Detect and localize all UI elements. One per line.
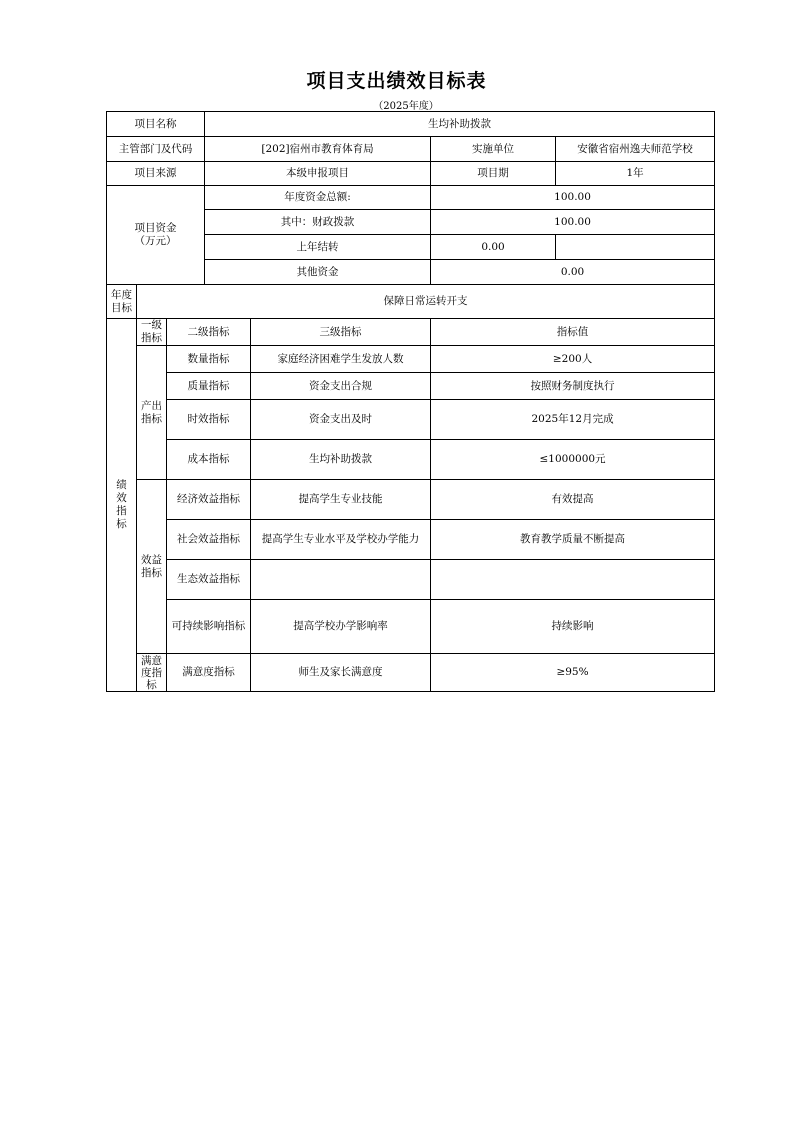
row-annual-goal xyxy=(107,285,715,319)
project-name-label: 项目名称 xyxy=(107,112,205,137)
funds-carryover-label: 上年结转 xyxy=(205,235,431,260)
funds-fiscal-label: 其中：财政拨款 xyxy=(205,210,431,235)
department-value: [202]宿州市教育体育局 xyxy=(205,137,431,162)
table-row xyxy=(107,600,715,654)
page-title: 项目支出绩效目标表 xyxy=(306,70,487,92)
funds-label: 项目资金 （万元） xyxy=(107,186,205,285)
table-row xyxy=(107,400,715,440)
row-source xyxy=(107,162,715,186)
funds-fiscal-value: 100.00 xyxy=(431,210,715,235)
funds-other-value: 0.00 xyxy=(431,260,715,285)
row-project-name xyxy=(107,112,715,137)
indicator-level2: 质量指标 xyxy=(167,373,251,400)
indicator-level2: 成本指标 xyxy=(167,440,251,480)
indicator-value: 2025年12月完成 xyxy=(431,400,715,440)
header-value: 指标值 xyxy=(431,319,715,346)
indicator-level3: 提高学生专业水平及学校办学能力 xyxy=(251,520,431,560)
indicator-level3: 提高学生专业技能 xyxy=(251,480,431,520)
indicator-level3 xyxy=(251,560,431,600)
project-name-value: 生均补助拨款 xyxy=(205,112,715,137)
indicator-level3: 师生及家长满意度 xyxy=(251,654,431,692)
table-row xyxy=(107,440,715,480)
output-indicators-label: 产出 指标 xyxy=(137,346,167,480)
performance-table xyxy=(106,111,715,692)
indicator-level3: 提高学校办学影响率 xyxy=(251,600,431,654)
funds-total-label: 年度资金总额: xyxy=(205,186,431,210)
header-level3: 三级指标 xyxy=(251,319,431,346)
indicator-level3: 资金支出及时 xyxy=(251,400,431,440)
row-indicator-headers xyxy=(107,319,715,346)
indicator-value: ≥95% xyxy=(431,654,715,692)
fiscal-year: （2025年度） xyxy=(373,101,439,112)
source-value: 本级申报项目 xyxy=(205,162,431,186)
table-row xyxy=(107,520,715,560)
table-row xyxy=(107,480,715,520)
table-row xyxy=(107,654,715,692)
indicator-value: 按照财务制度执行 xyxy=(431,373,715,400)
indicator-level2: 生态效益指标 xyxy=(167,560,251,600)
table-row xyxy=(107,373,715,400)
indicator-value: ≥200人 xyxy=(431,346,715,373)
indicator-value xyxy=(431,560,715,600)
row-department xyxy=(107,137,715,162)
funds-other-label: 其他资金 xyxy=(205,260,431,285)
indicator-level3: 生均补助拨款 xyxy=(251,440,431,480)
indicator-level2: 时效指标 xyxy=(167,400,251,440)
table-row xyxy=(107,346,715,373)
header-level2: 二级指标 xyxy=(167,319,251,346)
indicator-level2: 数量指标 xyxy=(167,346,251,373)
indicator-level2: 满意度指标 xyxy=(167,654,251,692)
indicator-level3: 资金支出合规 xyxy=(251,373,431,400)
implementing-unit-label: 实施单位 xyxy=(431,137,556,162)
indicator-level2: 经济效益指标 xyxy=(167,480,251,520)
indicator-value: ≤1000000元 xyxy=(431,440,715,480)
header-level1: 一级 指标 xyxy=(137,319,167,346)
annual-goal-value: 保障日常运转开支 xyxy=(137,285,715,319)
indicator-level2: 可持续影响指标 xyxy=(167,600,251,654)
table-row xyxy=(107,560,715,600)
indicators-group-label: 绩 效 指 标 xyxy=(107,319,137,692)
source-label: 项目来源 xyxy=(107,162,205,186)
period-label: 项目期 xyxy=(431,162,556,186)
row-funds-total xyxy=(107,186,715,210)
funds-carryover-empty xyxy=(556,235,715,260)
funds-total-value: 100.00 xyxy=(431,186,715,210)
department-label: 主管部门及代码 xyxy=(107,137,205,162)
period-value: 1年 xyxy=(556,162,715,186)
implementing-unit-value: 安徽省宿州逸夫师范学校 xyxy=(556,137,715,162)
indicator-value: 教育教学质量不断提高 xyxy=(431,520,715,560)
indicator-level3: 家庭经济困难学生发放人数 xyxy=(251,346,431,373)
indicator-value: 有效提高 xyxy=(431,480,715,520)
benefit-indicators-label: 效益 指标 xyxy=(137,480,167,654)
indicator-value: 持续影响 xyxy=(431,600,715,654)
satisfaction-indicators-label: 满意 度指 标 xyxy=(137,654,167,692)
indicator-level2: 社会效益指标 xyxy=(167,520,251,560)
annual-goal-label: 年度 目标 xyxy=(107,285,137,319)
funds-carryover-value: 0.00 xyxy=(431,235,556,260)
